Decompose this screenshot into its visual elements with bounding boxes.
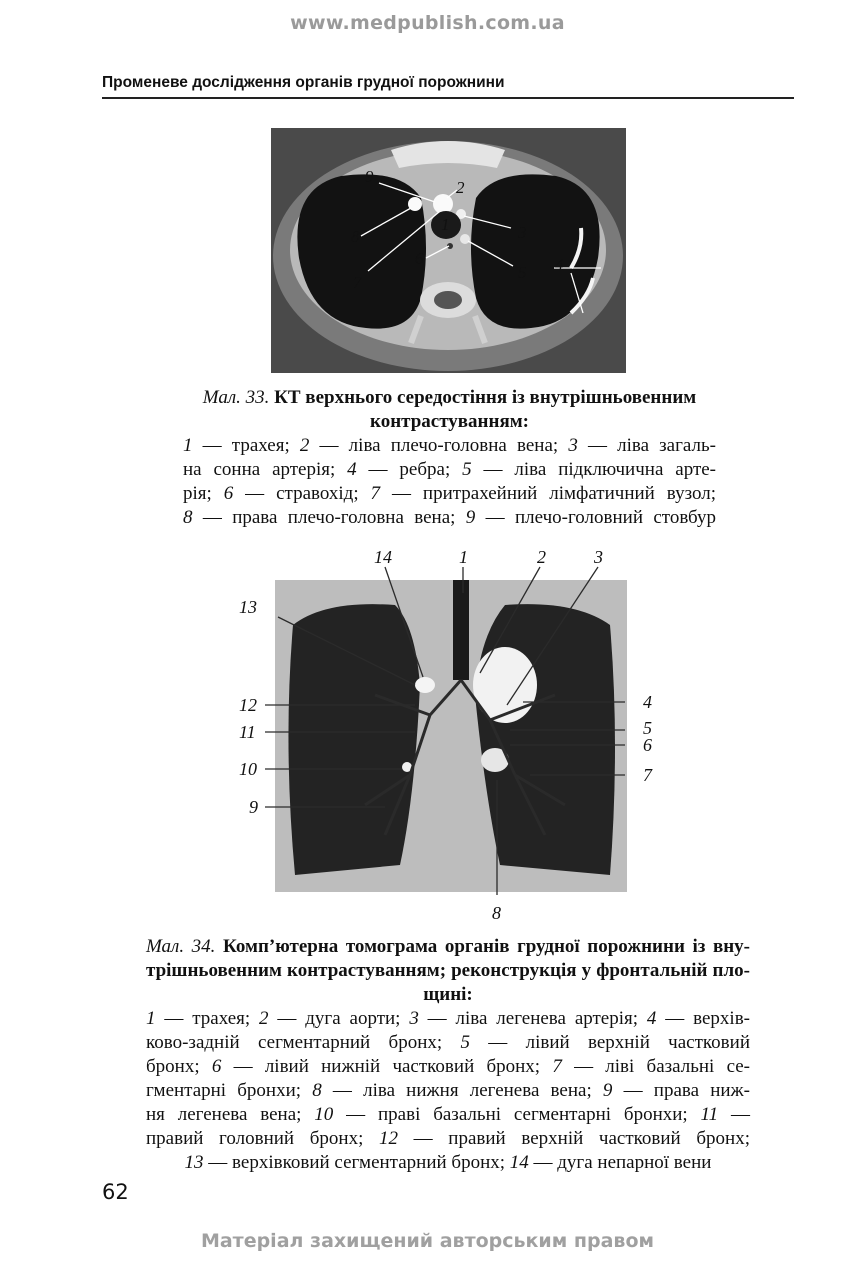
caption-item-text: — верхів- (656, 1008, 750, 1029)
fig34-label-1: 1 (459, 547, 468, 567)
fig33-label-8: 8 (351, 227, 360, 246)
header-rule (102, 97, 794, 99)
caption-item-number: 6 (223, 483, 234, 504)
fig33-label-2: 2 (456, 178, 465, 197)
caption-item-text: правий головний бронх; (146, 1128, 379, 1149)
caption-item-text: — (718, 1104, 750, 1125)
caption-item-number: 1 (146, 1008, 156, 1029)
caption-item-number: 7 (370, 483, 381, 504)
fig34-label-11: 11 (239, 722, 256, 742)
caption-item-text: — дуга непарної вени (528, 1152, 712, 1173)
caption-item-number: 4 (347, 459, 357, 480)
caption-item-text: — ліві базальні се- (561, 1056, 750, 1077)
caption-item-number: 7 (552, 1056, 562, 1077)
caption-item-number: 6 (211, 1056, 222, 1077)
caption-item-number: 9 (602, 1080, 613, 1101)
caption-item-text: — притрахейний лімфатичний вузол; (380, 483, 716, 504)
caption-item-text: — ліва плечо-головна вена; (309, 435, 569, 456)
fig33-label-4: 4 (555, 255, 564, 274)
fig34-label-7: 7 (643, 765, 652, 785)
caption-item-text: — трахея; (192, 435, 300, 456)
caption-item-number: 2 (299, 435, 310, 456)
caption-item-number: 3 (568, 435, 578, 456)
fig34-label-10: 10 (239, 759, 257, 779)
caption-item-text: — ліва підключична арте- (471, 459, 717, 480)
fig34-label-13: 13 (239, 597, 257, 617)
caption-item-text: — дуга аорти; (268, 1008, 410, 1029)
caption-item-number: 4 (646, 1008, 657, 1029)
caption-item-text: — трахея; (155, 1008, 260, 1029)
caption-item-text: — ліва загаль- (577, 435, 716, 456)
caption-item-number: 13 (184, 1152, 204, 1173)
fig34-label-2: 2 (537, 547, 546, 567)
fig33-label-7: 7 (353, 273, 362, 292)
caption-item-text: — ліва легенева артерія; (418, 1008, 647, 1029)
fig34-caption-title-1: Комп’ютерна томограма органів грудної порожнини із вну- (223, 936, 751, 957)
fig33-label-3: 3 (518, 223, 527, 242)
fig34-caption-lead: Мал. 34. (146, 936, 216, 957)
caption-item-text: на сонна артерія; (183, 459, 348, 480)
caption-item-number: 12 (379, 1128, 398, 1149)
fig33-label-1: 1 (441, 215, 450, 234)
fig34-label-6: 6 (643, 735, 652, 755)
caption-item-number: 5 (460, 1032, 470, 1053)
fig33-label-5: 5 (518, 263, 527, 282)
fig34-caption-title-2: трішньовенним контрастуванням; реконструкція у фронтальній пло- (146, 960, 750, 981)
caption-item-number: 9 (465, 507, 476, 528)
caption-item-text: — верхівковий сегментарний бронх; (203, 1152, 510, 1173)
caption-item-text: — права плечо-головна вена; (192, 507, 466, 528)
caption-item-number: 3 (409, 1008, 419, 1029)
fig33-label-6: 6 (415, 249, 424, 268)
caption-item-text: — плечо-головний стовбур (475, 507, 716, 528)
caption-item-text: — правий верхній частковий бронх; (398, 1128, 750, 1149)
figure-34-caption (146, 935, 750, 1175)
caption-item-text: — ліва нижня легенева вена; (321, 1080, 603, 1101)
caption-item-number: 1 (183, 435, 193, 456)
caption-item-number: 5 (462, 459, 472, 480)
ct-frontal-image (225, 545, 665, 925)
fig33-caption-lead: Мал. 33. (202, 387, 270, 408)
caption-item-text: — праві базальні сегментарні бронхи; (333, 1104, 701, 1125)
caption-item-text: ково-задній сегментарний бронх; (146, 1032, 461, 1053)
caption-item-number: 8 (312, 1080, 322, 1101)
fig34-caption-title-3: щині: (423, 984, 473, 1005)
fig34-label-3: 3 (594, 547, 603, 567)
caption-item-text: — лівий верхній частковий (469, 1032, 750, 1053)
caption-item-text: гментарні бронхи; (146, 1080, 313, 1101)
caption-item-text: рія; (183, 483, 224, 504)
caption-item-text: — права ниж- (612, 1080, 751, 1101)
caption-line (146, 1079, 750, 1103)
fig33-caption-title-2: контрастуванням: (370, 411, 529, 432)
caption-line (183, 482, 716, 506)
caption-line (146, 1127, 750, 1151)
caption-item-text: — стравохід; (233, 483, 371, 504)
copyright-footer: Матеріал захищений авторським правом (200, 1230, 655, 1252)
caption-line (183, 458, 716, 482)
fig34-label-12: 12 (239, 695, 257, 715)
caption-line (146, 1151, 750, 1175)
caption-line (146, 1007, 750, 1031)
fig33-caption-title-1: КТ верхнього середостіння із внутрішньовенним (274, 387, 697, 408)
caption-item-number: 8 (183, 507, 193, 528)
caption-item-text: ня легенева вена; (146, 1104, 315, 1125)
fig34-label-5: 5 (643, 718, 652, 738)
website-header: www.medpublish.com.ua (290, 12, 565, 34)
caption-item-text: бронх; (146, 1056, 212, 1077)
caption-line (146, 1031, 750, 1055)
page-number: 62 (102, 1180, 129, 1204)
caption-line (146, 1055, 750, 1079)
caption-item-number: 11 (700, 1104, 719, 1125)
fig34-label-8: 8 (492, 903, 501, 923)
running-title: Променеве дослідження органів грудної порожнини (102, 74, 505, 91)
caption-line (146, 1103, 750, 1127)
fig34-label-9: 9 (249, 797, 258, 817)
fig33-label-9: 9 (365, 167, 374, 186)
caption-item-text: — лівий нижній частковий бронх; (221, 1056, 553, 1077)
ct-axial-image (271, 128, 626, 373)
fig34-label-14: 14 (374, 547, 392, 567)
figure-33-caption (183, 386, 716, 530)
caption-item-number: 14 (509, 1152, 529, 1173)
caption-item-number: 2 (259, 1008, 269, 1029)
caption-item-number: 10 (314, 1104, 334, 1125)
caption-line (183, 506, 716, 530)
caption-item-text: — ребра; (356, 459, 463, 480)
fig34-label-4: 4 (643, 692, 652, 712)
caption-line (183, 434, 716, 458)
